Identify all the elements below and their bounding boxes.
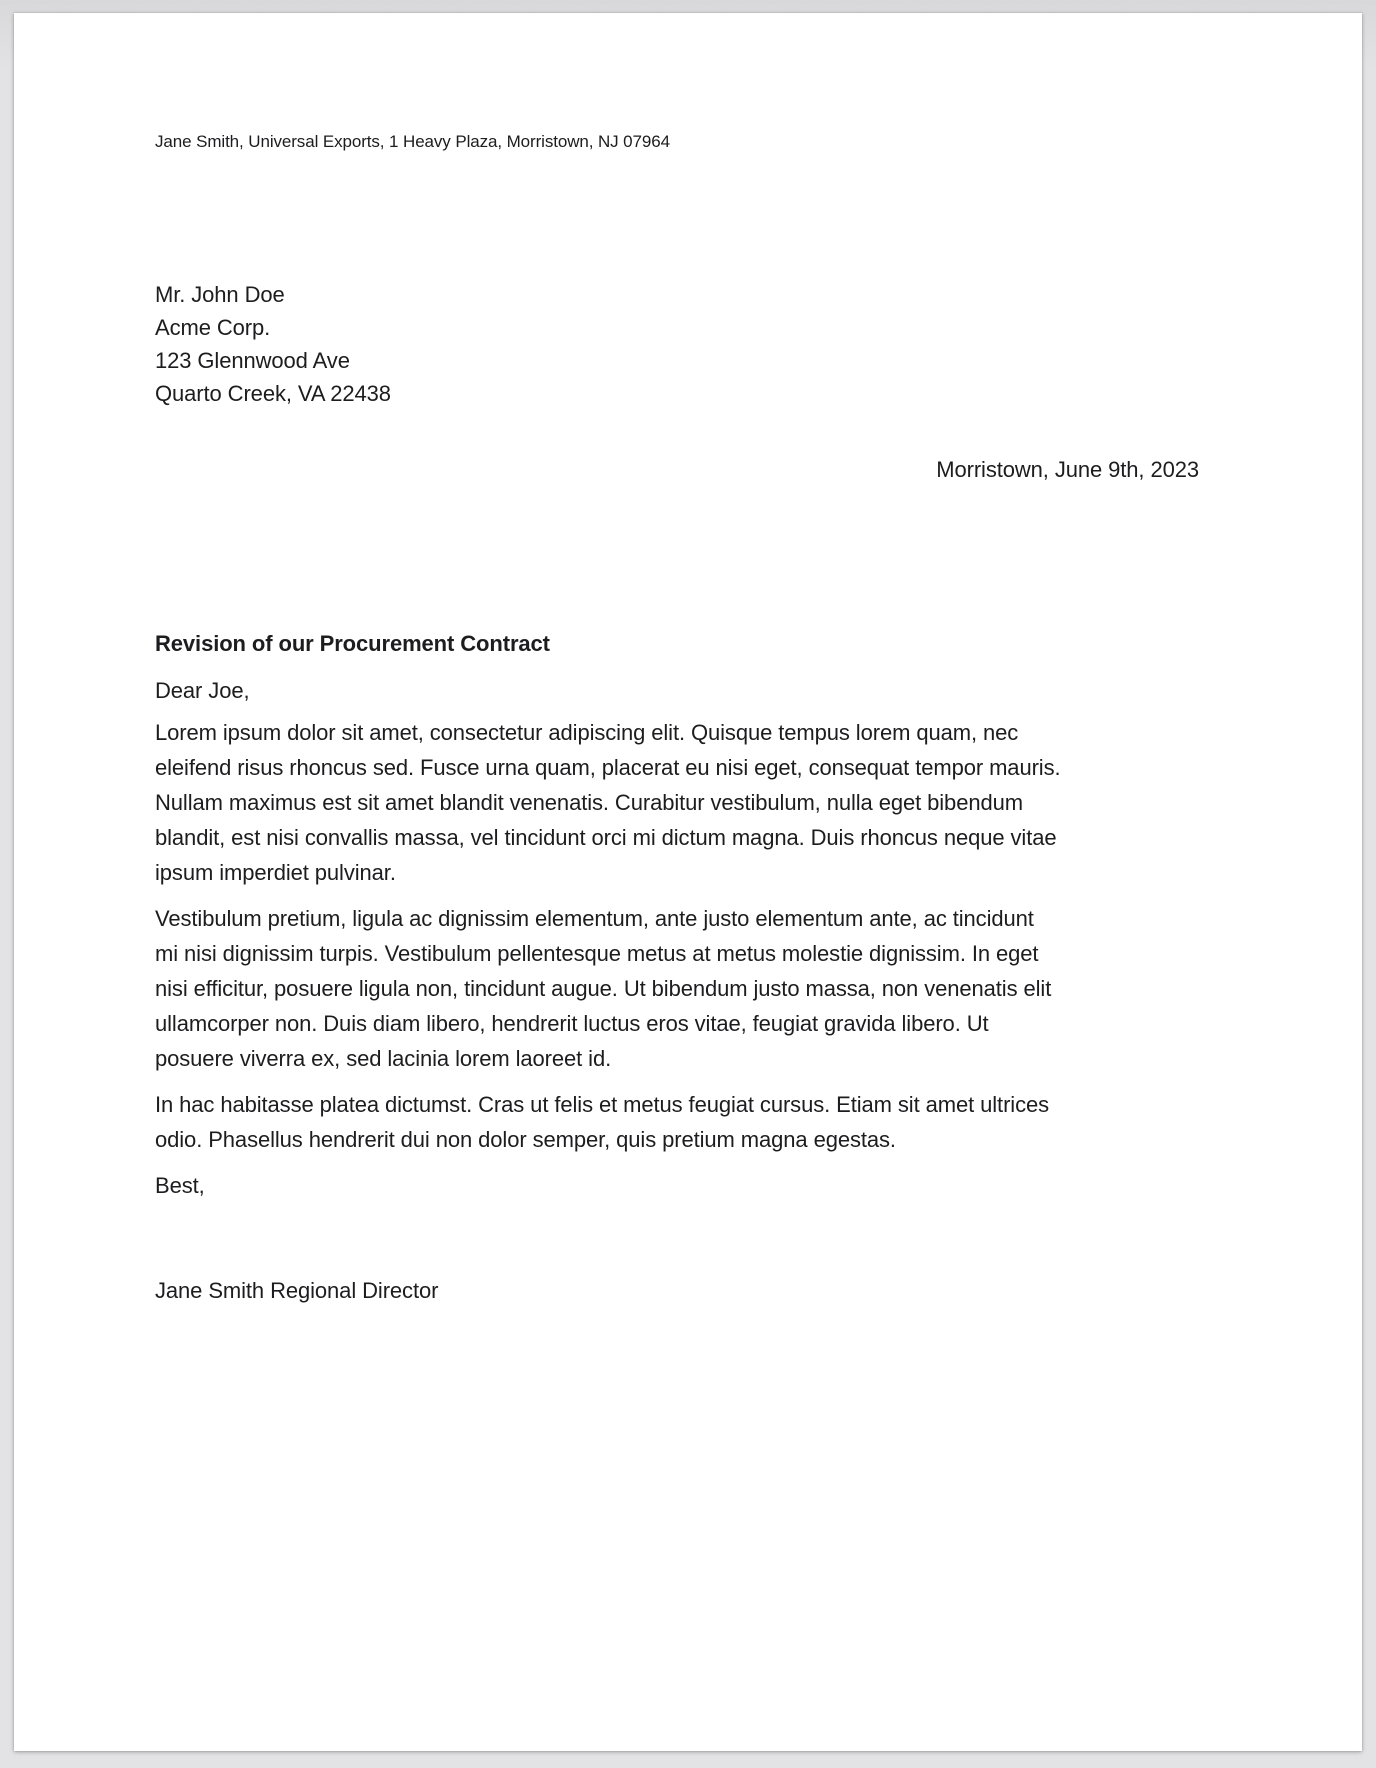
body-paragraph-2: Vestibulum pretium, ligula ac dignissim elementum, ante justo elementum ante, ac tincidunt mi nisi dignissim turpis. Vestibulum pellentesque metus at metus molestie dignissim. In eget nisi efficitur, posuere ligula non, tincidunt augue. Ut bibendum justo massa, non venenatis elit ullamcorper non. Duis diam libero, hendrerit luctus eros vitae, feugiat gravida libero. Ut posuere viverra ex, sed lacinia lorem laoreet id. [155,906,1052,1071]
date-line: Morristown, June 9th, 2023 [936,457,1199,482]
recipient-name: Mr. John Doe [155,282,285,307]
body-paragraph-1: Lorem ipsum dolor sit amet, consectetur adipiscing elit. Quisque tempus lorem quam, nec eleifend risus rhoncus sed. Fusce urna quam, placerat eu nisi eget, consequat tempor mauris. Nullam maximus est sit amet blandit venenatis. Curabitur vestibulum, nulla eget bibendum blandit, est nisi convallis massa, vel tincidunt orci mi dictum magna. Duis rhoncus neque vitae ipsum imperdiet pulvinar. [155,720,1061,885]
salutation: Dear Joe, [155,678,250,703]
recipient-city-line: Quarto Creek, VA 22438 [155,381,391,406]
sender-return-address-line: Jane Smith, Universal Exports, 1 Heavy Plaza, Morristown, NJ 07964 [155,132,670,151]
subject-line: Revision of our Procurement Contract [155,631,550,656]
letter-content [14,13,1362,1751]
body-paragraph-3: In hac habitasse platea dictumst. Cras ut felis et metus feugiat cursus. Etiam sit amet ultrices odio. Phasellus hendrerit dui non dolor semper, quis pretium magna egestas. [155,1092,1050,1152]
recipient-company: Acme Corp. [155,315,271,340]
closing: Best, [155,1173,205,1198]
recipient-street: 123 Glennwood Ave [155,348,350,373]
signature-line: Jane Smith Regional Director [155,1278,439,1303]
recipient-address-block [155,278,1061,410]
letter-page [14,13,1362,1751]
